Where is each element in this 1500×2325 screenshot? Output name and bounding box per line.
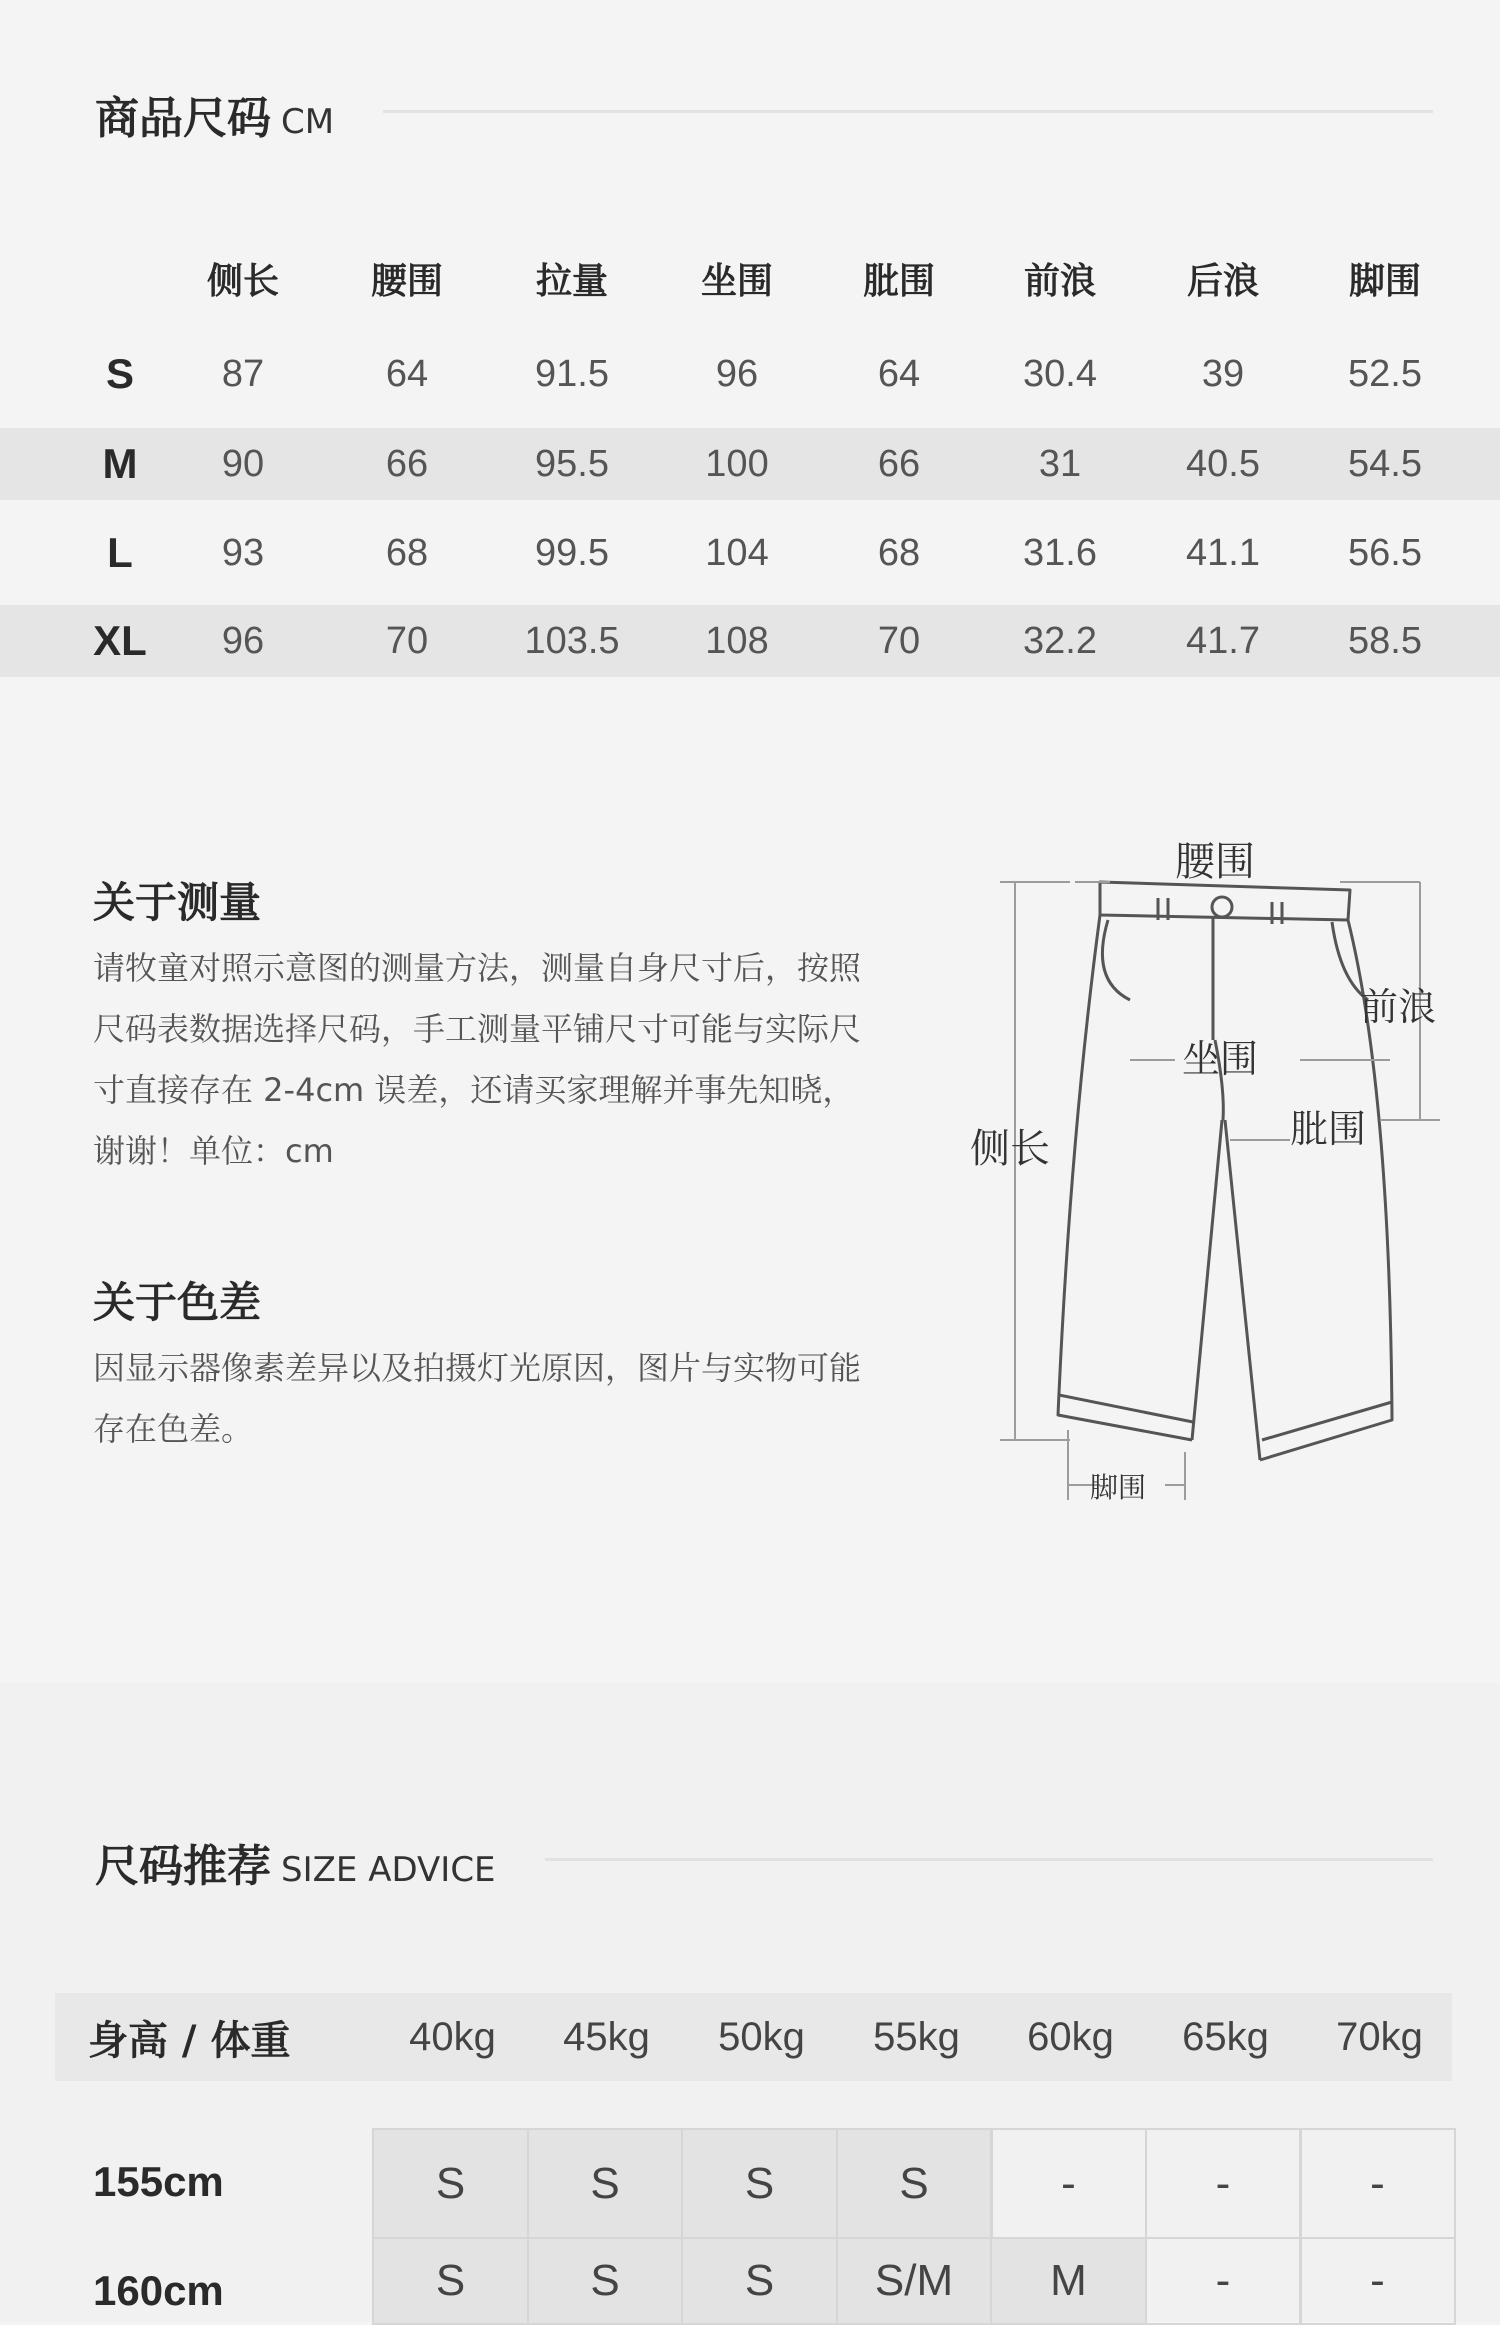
size-section-title — [95, 82, 334, 146]
size-label: XL — [93, 617, 147, 664]
pants-measure-diagram — [960, 840, 1470, 1500]
color-line: 存在色差。 — [93, 1410, 254, 1448]
advice-table-header — [55, 1993, 1452, 2081]
size-advice-cell: - — [1145, 2128, 1302, 2239]
table-row — [0, 338, 1500, 410]
size-value-cell: 31 — [1038, 442, 1082, 485]
advice-title-en: SIZE ADVICE — [281, 1850, 496, 1890]
diagram-waist-label: 腰围 — [1175, 840, 1255, 885]
diagram-hem-label: 脚围 — [1090, 1471, 1147, 1500]
size-value-cell: 40.5 — [1186, 442, 1260, 485]
size-value-cell: 64 — [877, 352, 921, 395]
color-title: 关于色差 — [93, 1278, 262, 1327]
size-value-cell: 104 — [705, 531, 769, 574]
size-value-cell: 32.2 — [1023, 619, 1097, 662]
table-row — [0, 517, 1500, 589]
measure-title: 关于测量 — [93, 878, 262, 927]
size-advice-cell: S — [836, 2128, 993, 2239]
size-column-header: 坐围 — [700, 260, 773, 302]
size-value-cell: 68 — [385, 531, 429, 574]
size-value-cell: 58.5 — [1348, 619, 1422, 662]
size-value-cell: 91.5 — [535, 352, 609, 395]
size-value-cell: 96 — [715, 352, 759, 395]
size-value-cell: 64 — [385, 352, 429, 395]
measure-line: 尺码表数据选择尺码，手工测量平铺尺寸可能与实际尺 — [93, 1010, 862, 1048]
color-line: 因显示器像素差异以及拍摄灯光原因，图片与实物可能 — [93, 1349, 862, 1387]
size-value-cell: 66 — [385, 442, 429, 485]
size-advice-cell: S — [372, 2128, 529, 2239]
size-advice-cell: S — [681, 2128, 838, 2239]
measure-line: 请牧童对照示意图的测量方法，测量自身尺寸后，按照 — [93, 949, 862, 987]
size-advice-cell: S — [527, 2128, 684, 2239]
size-value-cell: 39 — [1201, 352, 1245, 395]
size-title-en: CM — [281, 102, 335, 142]
size-value-cell: 103.5 — [524, 619, 620, 662]
size-advice-cell: - — [1299, 2237, 1456, 2325]
diagram-thigh-label: 肶围 — [1290, 1107, 1367, 1151]
size-column-header: 前浪 — [1023, 260, 1096, 302]
size-value-cell: 87 — [221, 352, 265, 395]
size-value-cell: 31.6 — [1023, 531, 1097, 574]
size-value-cell: 96 — [221, 619, 265, 662]
weight-column-header: 60kg — [1027, 2014, 1114, 2059]
height-row-label: 160cm — [93, 2267, 224, 2314]
weight-column-header: 65kg — [1182, 2014, 1269, 2059]
size-column-header: 后浪 — [1186, 260, 1259, 302]
size-label: L — [107, 529, 133, 576]
size-value-cell: 93 — [221, 531, 265, 574]
diagram-side-length-label: 侧长 — [970, 1126, 1050, 1172]
table-row — [0, 428, 1500, 500]
size-advice-cell: - — [1299, 2128, 1456, 2239]
size-value-cell: 54.5 — [1348, 442, 1422, 485]
size-advice-cell: S/M — [836, 2237, 993, 2325]
size-column-header: 拉量 — [535, 260, 608, 302]
size-label: M — [102, 440, 138, 487]
size-value-cell: 56.5 — [1348, 531, 1422, 574]
size-column-header: 腰围 — [370, 260, 443, 302]
measure-line: 寸直接存在 2-4cm 误差，还请买家理解并事先知晓， — [93, 1071, 855, 1109]
size-label: S — [105, 350, 134, 397]
weight-column-header: 70kg — [1336, 2014, 1423, 2059]
size-value-cell: 99.5 — [535, 531, 609, 574]
size-advice-cell: - — [990, 2128, 1147, 2239]
diagram-hip-label: 坐围 — [1182, 1037, 1259, 1081]
size-column-header: 肶围 — [862, 260, 935, 302]
size-advice-cell: S — [372, 2237, 529, 2325]
size-value-cell: 70 — [385, 619, 429, 662]
size-value-cell: 90 — [221, 442, 265, 485]
measure-text — [93, 938, 953, 1182]
size-column-header: 侧长 — [206, 260, 279, 302]
size-value-cell: 41.1 — [1186, 531, 1260, 574]
size-advice-cell: - — [1145, 2237, 1302, 2325]
title-divider — [383, 110, 1433, 113]
measure-line: 谢谢！单位：cm — [93, 1132, 334, 1170]
size-value-cell: 70 — [877, 619, 921, 662]
size-value-cell: 108 — [705, 619, 769, 662]
size-column-header: 脚围 — [1348, 260, 1421, 302]
diagram-front-rise-label: 前浪 — [1360, 985, 1437, 1029]
advice-title-divider — [545, 1858, 1433, 1861]
size-value-cell: 66 — [877, 442, 921, 485]
color-text — [93, 1338, 953, 1460]
advice-title-text: 尺码推荐 — [95, 1841, 271, 1892]
weight-column-header: 45kg — [563, 2014, 650, 2059]
size-value-cell: 41.7 — [1186, 619, 1260, 662]
table-row — [0, 605, 1500, 677]
size-advice-cell: S — [681, 2237, 838, 2325]
size-table-header — [0, 248, 1500, 308]
size-value-cell: 52.5 — [1348, 352, 1422, 395]
weight-column-header: 40kg — [409, 2014, 496, 2059]
size-advice-cell: S — [527, 2237, 684, 2325]
size-value-cell: 68 — [877, 531, 921, 574]
weight-column-header: 50kg — [718, 2014, 805, 2059]
size-advice-cell: M — [990, 2237, 1147, 2325]
advice-section-title — [95, 1830, 496, 1894]
height-row-label: 155cm — [93, 2158, 224, 2205]
size-value-cell: 95.5 — [535, 442, 609, 485]
weight-column-header: 55kg — [873, 2014, 960, 2059]
size-title-text: 商品尺码 — [95, 93, 271, 144]
size-value-cell: 100 — [705, 442, 769, 485]
height-weight-label: 身高 / 体重 — [88, 2017, 291, 2064]
size-value-cell: 30.4 — [1023, 352, 1097, 395]
